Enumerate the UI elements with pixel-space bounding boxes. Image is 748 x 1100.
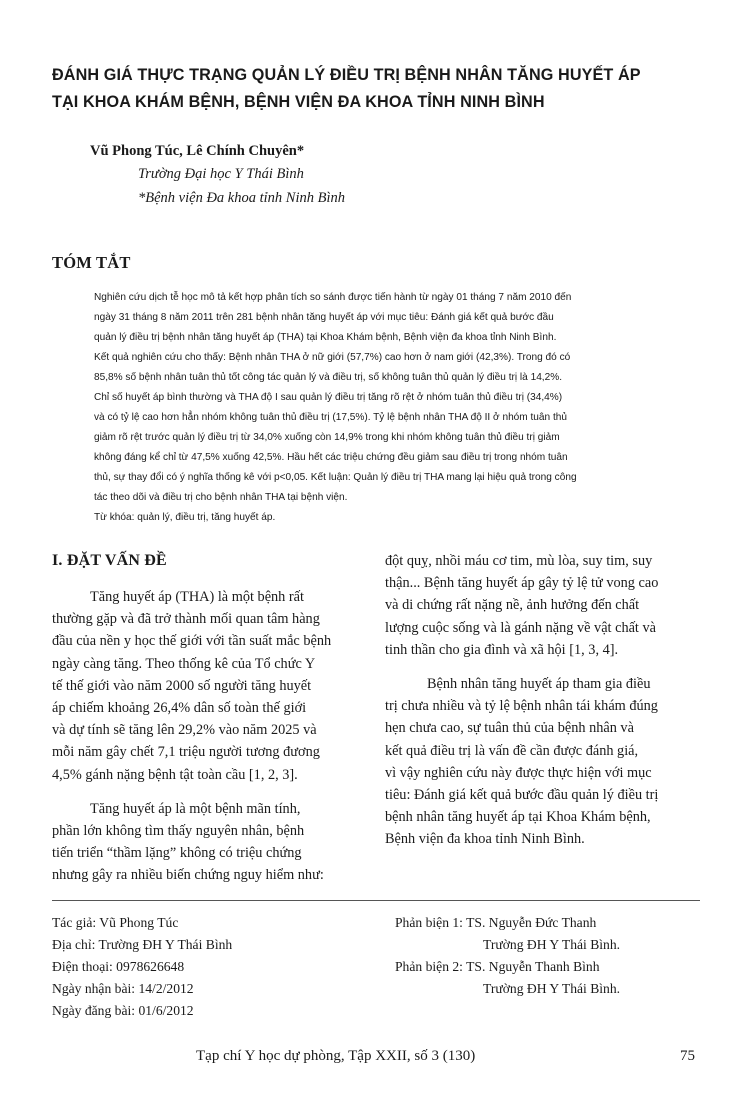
text-line: tiêu: Đánh giá kết quả bước đầu quản lý điều trị [385,787,659,804]
text-line: kết quả điều trị là vấn đề cần được đánh giá, [385,742,639,759]
body-column-right [385,550,715,851]
title-line: TẠI KHOA KHÁM BỆNH, BỆNH VIỆN ĐA KHOA TỈNH NINH BÌNH [52,93,545,111]
published-date: Ngày đăng bài: 01/6/2012 [52,1003,194,1018]
paragraph-gap [385,661,715,673]
text-line: nhưng gây ra nhiều biến chứng nguy hiểm như: [52,867,324,884]
author-list: Vũ Phong Túc, Lê Chính Chuyên* [90,143,305,159]
text-line: đầu của nền y học thế giới với tần suất mắc bệnh [52,633,332,650]
author-phone: Điện thoại: 0978626648 [52,959,185,974]
reviewer-1-affiliation: Trường ĐH Y Thái Bình. [483,937,621,952]
abstract-line: Kết quả nghiên cứu cho thấy: Bệnh nhân THA ở nữ giới (57,7%) cao hơn ở nam giới (42,3%). Trong đó có [94,352,571,363]
text-line: và dự tính sẽ tăng lên 29,2% vào năm 2025 và [52,722,317,739]
text-line: vì vậy nghiên cứu này được thực hiện với mục [385,764,652,781]
text-line: lượng cuộc sống và là gánh nặng về vật chất và [385,619,656,636]
text-line: thường gặp và đã trở thành mối quan tâm hàng [52,611,320,628]
text-line: Tăng huyết áp (THA) là một bệnh rất [90,589,304,605]
paragraph [385,673,715,851]
text-line: tinh thần cho gia đình và xã hội [1, 3, 4]. [385,641,619,658]
footnote-divider [52,900,700,901]
abstract-body [94,288,706,528]
author-contact-block [52,912,232,1022]
title-line: ĐÁNH GIÁ THỰC TRẠNG QUẢN LÝ ĐIỀU TRỊ BỆNH NHÂN TĂNG HUYẾT ÁP [52,66,641,84]
abstract-line: và có tỷ lệ cao hơn hẳn nhóm không tuân thủ điều trị (17,5%). Tỷ lệ bệnh nhân THA độ II ở nhóm tuân thủ [94,412,567,423]
abstract-line: Nghiên cứu dịch tễ học mô tả kết hợp phân tích so sánh được tiến hành từ ngày 01 tháng 7 năm 2010 đến [94,292,572,303]
text-line: đột quỵ, nhồi máu cơ tim, mù lòa, suy tim, suy [385,553,653,569]
text-line: Bệnh viện đa khoa tỉnh Ninh Bình. [385,831,585,848]
text-line: áp chiếm khoảng 26,4% dân số toàn thế giới [52,700,307,717]
abstract-line: tác theo dõi và điều trị cho bệnh nhân THA tại bệnh viện. [94,492,348,503]
corresponding-author: Tác giả: Vũ Phong Túc [52,915,179,930]
section-heading: I. ĐẶT VẤN ĐỀ [52,552,167,569]
abstract-line: không đáng kể chỉ từ 47,5% xuống 42,5%. Hầu hết các triệu chứng đều giảm sau điều trị trong nhóm tuân [94,452,568,463]
text-line: trị chưa nhiều và tỷ lệ bệnh nhân tái khám đúng [385,698,658,715]
text-line: Bệnh nhân tăng huyết áp tham gia điều [427,676,651,693]
reviewer-2: Phản biện 2: TS. Nguyễn Thanh Bình [395,959,600,974]
author-address: Địa chỉ: Trường ĐH Y Thái Bình [52,937,233,952]
affiliation: *Bệnh viện Đa khoa tỉnh Ninh Bình [138,190,345,206]
reviewer-1: Phản biện 1: TS. Nguyễn Đức Thanh [395,915,597,930]
received-date: Ngày nhận bài: 14/2/2012 [52,981,194,996]
paragraph [52,586,372,786]
text-line: 4,5% gánh nặng bệnh tật toàn cầu [1, 2, 3]. [52,766,298,783]
reviewer-block [395,912,620,1000]
abstract-line: ngày 31 tháng 8 năm 2011 trên 281 bệnh nhân tăng huyết áp với mục tiêu: Đánh giá kết quả bước đầu [94,312,554,323]
paragraph-gap [52,786,372,798]
abstract-line: thủ, sự thay đổi có ý nghĩa thống kê với p<0,05. Kết luận: Quản lý điều trị THA mang lại hiệu quả trong công [94,472,577,483]
abstract-line: Chỉ số huyết áp bình thường và THA độ I sau quản lý điều trị tăng rõ rệt ở nhóm tuân thủ điều trị (34,4%) [94,392,563,403]
abstract-line: quản lý điều trị bệnh nhân tăng huyết áp (THA) tại Khoa Khám bệnh, Bệnh viện đa khoa tỉnh Ninh Bình. [94,332,557,343]
text-line: hẹn chưa cao, sự tuân thủ của bệnh nhân và [385,720,634,737]
text-line: phần lớn không tìm thấy nguyên nhân, bệnh [52,823,305,840]
page-number: 75 [680,1048,695,1064]
text-line: tế thế giới vào năm 2000 số người tăng huyết [52,677,312,694]
article-title [52,62,712,116]
text-line: bệnh nhân tăng huyết áp tại Khoa Khám bệnh, [385,809,651,826]
abstract-heading: TÓM TẮT [52,253,131,272]
text-line: tiến triển “thầm lặng” không có triệu chứng [52,845,302,862]
affiliation: Trường Đại học Y Thái Bình [138,166,304,182]
abstract-line: 85,8% số bệnh nhân tuân thủ tốt công tác quản lý và điều trị, số không tuân thủ quản lý điều trị là 14,2%. [94,372,562,383]
reviewer-2-affiliation: Trường ĐH Y Thái Bình. [483,981,621,996]
text-line: mỗi năm gây chết 7,1 triệu người tương đương [52,744,320,761]
abstract-line: giảm rõ rệt trước quản lý điều trị từ 34,0% xuống còn 14,9% trong khi nhóm không tuân thủ điều trị giảm [94,432,560,443]
text-line: thận... Bệnh tăng huyết áp gây tỷ lệ tử vong cao [385,575,659,592]
keywords-line: Từ khóa: quản lý, điều trị, tăng huyết áp. [94,512,276,523]
paragraph [385,550,715,661]
paragraph [52,798,372,887]
text-line: ngày càng tăng. Theo thống kê của Tổ chức Y [52,655,316,672]
journal-footer: Tạp chí Y học dự phòng, Tập XXII, số 3 (130) [196,1048,476,1064]
body-column-left [52,586,372,887]
text-line: và di chứng rất nặng nề, ảnh hưởng đến chất [385,597,640,614]
text-line: Tăng huyết áp là một bệnh mãn tính, [90,800,301,817]
